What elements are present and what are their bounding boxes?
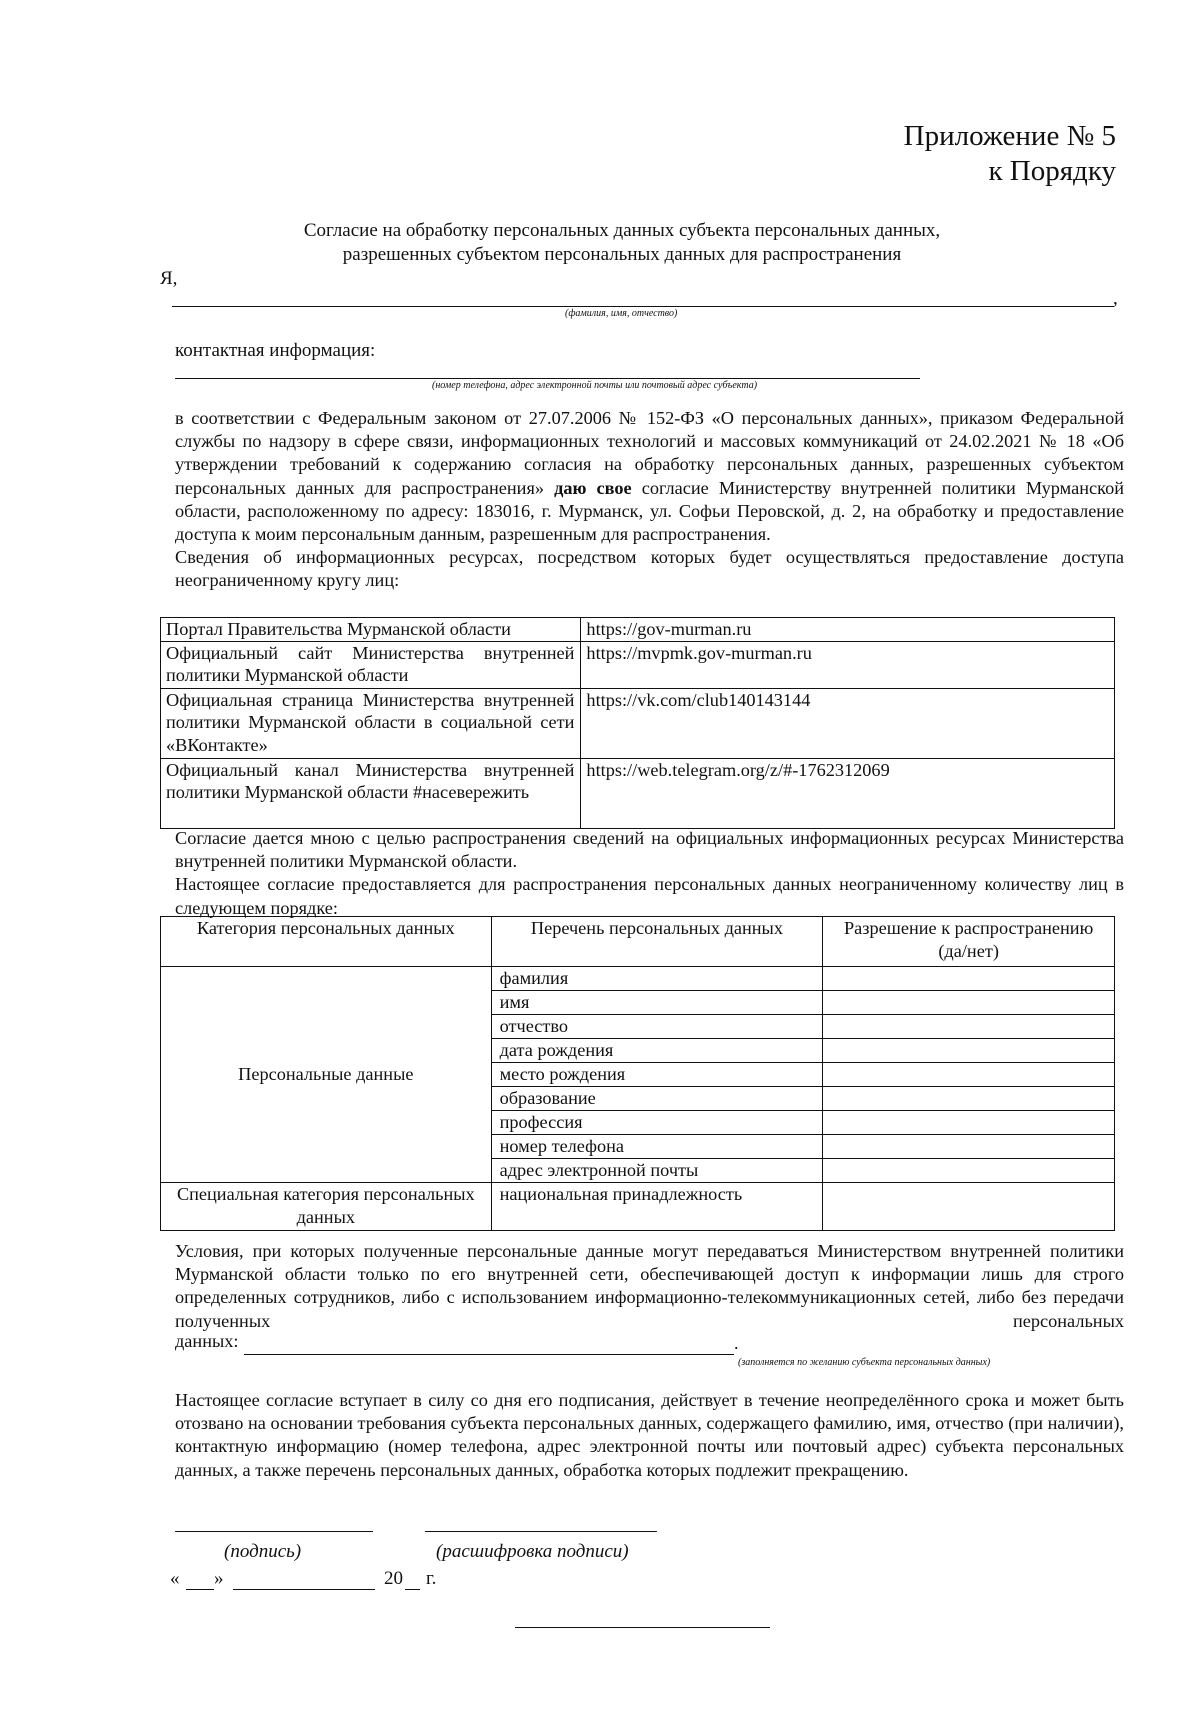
- resources-intro-paragraph: Сведения об информационных ресурсах, посредством которых будет осуществляться предоставление доступа неограниченному кругу лиц:: [175, 547, 1124, 591]
- data-item: место рождения: [491, 1063, 823, 1087]
- ya-label: Я,: [160, 268, 178, 289]
- resource-row: [161, 641, 1115, 688]
- permission-cell[interactable]: [823, 1063, 1115, 1087]
- appendix-number: Приложение № 5: [903, 120, 1116, 152]
- permissions-header-row: [161, 917, 1115, 967]
- conditions-line[interactable]: [244, 1354, 734, 1355]
- resource-url: https://mvpmk.gov-murman.ru: [581, 641, 1115, 688]
- data-item: имя: [491, 991, 823, 1015]
- resource-name: Официальный канал Министерства внутренней политики Мурманской области #насевережить: [161, 758, 581, 828]
- permission-cell[interactable]: [823, 991, 1115, 1015]
- fio-caption: (фамилия, имя, отчество): [565, 308, 678, 319]
- signature-line[interactable]: [175, 1531, 373, 1532]
- header-permission: Разрешение к распространению (да/нет): [823, 917, 1115, 967]
- bottom-separator-line: [515, 1627, 770, 1628]
- permission-cell[interactable]: [823, 1087, 1115, 1111]
- resource-row: [161, 618, 1115, 642]
- data-item: национальная принадлежность: [491, 1183, 823, 1231]
- document-title-line-2: разрешенных субъектом персональных данных для распространения: [342, 244, 902, 265]
- resource-name: Официальная страница Министерства внутренней политики Мурманской области в социальной сети «ВКонтакте»: [161, 688, 581, 758]
- table-row: [161, 967, 1115, 991]
- resources-table: [160, 617, 1115, 829]
- conditions-period: .: [734, 1333, 739, 1353]
- data-item: дата рождения: [491, 1039, 823, 1063]
- conditions-paragraph: Условия, при которых полученные персональные данные могут передаваться Министерством внутренней политики Мурманской области только по его внутренней сети, обеспечивающей доступ к информации лишь для строго определенных сотрудников, либо с использованием информационно-телекоммуникационных сетей, либо без передачи полученных персональных: [175, 1241, 1124, 1331]
- data-item: номер телефона: [491, 1135, 823, 1159]
- date-month-line[interactable]: [233, 1589, 375, 1590]
- permission-cell[interactable]: [823, 1111, 1115, 1135]
- permission-cell[interactable]: [823, 1183, 1115, 1231]
- purpose-block: [175, 827, 1124, 920]
- data-item: фамилия: [491, 967, 823, 991]
- date-year-prefix: 20: [384, 1568, 403, 1589]
- contact-caption: (номер телефона, адрес электронной почты или почтовый адрес субъекта): [432, 380, 758, 391]
- data-item: отчество: [491, 1015, 823, 1039]
- resource-name: Портал Правительства Мурманской области: [161, 618, 581, 642]
- resource-url: https://vk.com/club140143144: [581, 688, 1115, 758]
- permission-cell[interactable]: [823, 1159, 1115, 1183]
- contact-label: контактная информация:: [175, 340, 376, 361]
- fio-comma: ,: [1113, 288, 1118, 309]
- permission-cell[interactable]: [823, 967, 1115, 991]
- conditions-block: [175, 1240, 1124, 1333]
- intro-text-part-1: в соответствии с Федеральным законом от 27.07.2006 № 152-ФЗ «О персональных данных», приказом Федеральной службы по надзору в сфере связи, информационных технологий и массовых коммуникаций от 24.02.2021 № 18 «Об утверждении требований к содержанию согласия на обработку персональных данных, разрешенных субъектом персональных данных для распространения»: [175, 408, 1124, 498]
- conditions-caption: (заполняется по желанию субъекта персональных данных): [738, 1357, 991, 1368]
- contact-line[interactable]: [175, 378, 920, 379]
- resource-name: Официальный сайт Министерства внутренней политики Мурманской области: [161, 641, 581, 688]
- data-item: профессия: [491, 1111, 823, 1135]
- header-list: Перечень персональных данных: [491, 917, 823, 967]
- procedure-paragraph: Настоящее согласие предоставляется для распространения персональных данных неограниченному количеству лиц в следующем порядке:: [175, 874, 1124, 918]
- date-year-suffix: г.: [426, 1568, 437, 1589]
- purpose-paragraph: Согласие дается мною с целью распространения сведений на официальных информационных ресурсах Министерства внутренней политики Мурманской области.: [175, 828, 1124, 872]
- data-item: адрес электронной почты: [491, 1159, 823, 1183]
- date-close-quote: »: [214, 1568, 224, 1589]
- permission-cell[interactable]: [823, 1039, 1115, 1063]
- resource-row: [161, 758, 1115, 828]
- permissions-table: [160, 916, 1115, 1231]
- conditions-tail: данных:: [175, 1331, 239, 1351]
- permission-cell[interactable]: [823, 1015, 1115, 1039]
- data-item: образование: [491, 1087, 823, 1111]
- category-personal-data: Персональные данные: [161, 967, 492, 1183]
- date-open-quote: «: [170, 1568, 180, 1589]
- signature-decode-line[interactable]: [425, 1531, 657, 1532]
- date-year-line[interactable]: [405, 1589, 420, 1590]
- intro-block: [175, 407, 1124, 593]
- intro-text-bold: даю свое: [554, 477, 632, 498]
- fio-line[interactable]: [172, 306, 1114, 307]
- signature-decode-label: (расшифровка подписи): [436, 1541, 629, 1562]
- intro-paragraph: [175, 407, 1124, 546]
- date-day-line[interactable]: [186, 1589, 214, 1590]
- appendix-reference: к Порядку: [988, 155, 1116, 187]
- document-title-line-1: Согласие на обработку персональных данных субъекта персональных данных,: [303, 220, 941, 241]
- permission-cell[interactable]: [823, 1135, 1115, 1159]
- signature-label: (подпись): [224, 1541, 302, 1562]
- intro-text-part-2: согласие Министерству внутренней политики Мурманской области, расположенному по адресу: 183016, г. Мурманск, ул. Софьи Перовской, д. 2, на обработку и предоставление доступа к моим персональным данным, разрешенным для распространения.: [175, 477, 1124, 545]
- validity-block: [175, 1389, 1124, 1482]
- resource-url: https://web.telegram.org/z/#-1762312069: [581, 758, 1115, 828]
- document-title: [172, 219, 1072, 267]
- category-special-data: Специальная категория персональных данных: [161, 1183, 492, 1231]
- validity-paragraph: Настоящее согласие вступает в силу со дня его подписания, действует в течение неопределённого срока и может быть отозвано на основании требования субъекта персональных данных, содержащего фамилию, имя, отчество (при наличии), контактную информацию (номер телефона, адрес электронной почты или почтовый адрес) субъекта персональных данных, а также перечень персональных данных, обработка которых подлежит прекращению.: [175, 1390, 1124, 1480]
- resource-row: [161, 688, 1115, 758]
- resource-url: https://gov-murman.ru: [581, 618, 1115, 642]
- table-row: [161, 1183, 1115, 1231]
- header-category: Категория персональных данных: [161, 917, 492, 967]
